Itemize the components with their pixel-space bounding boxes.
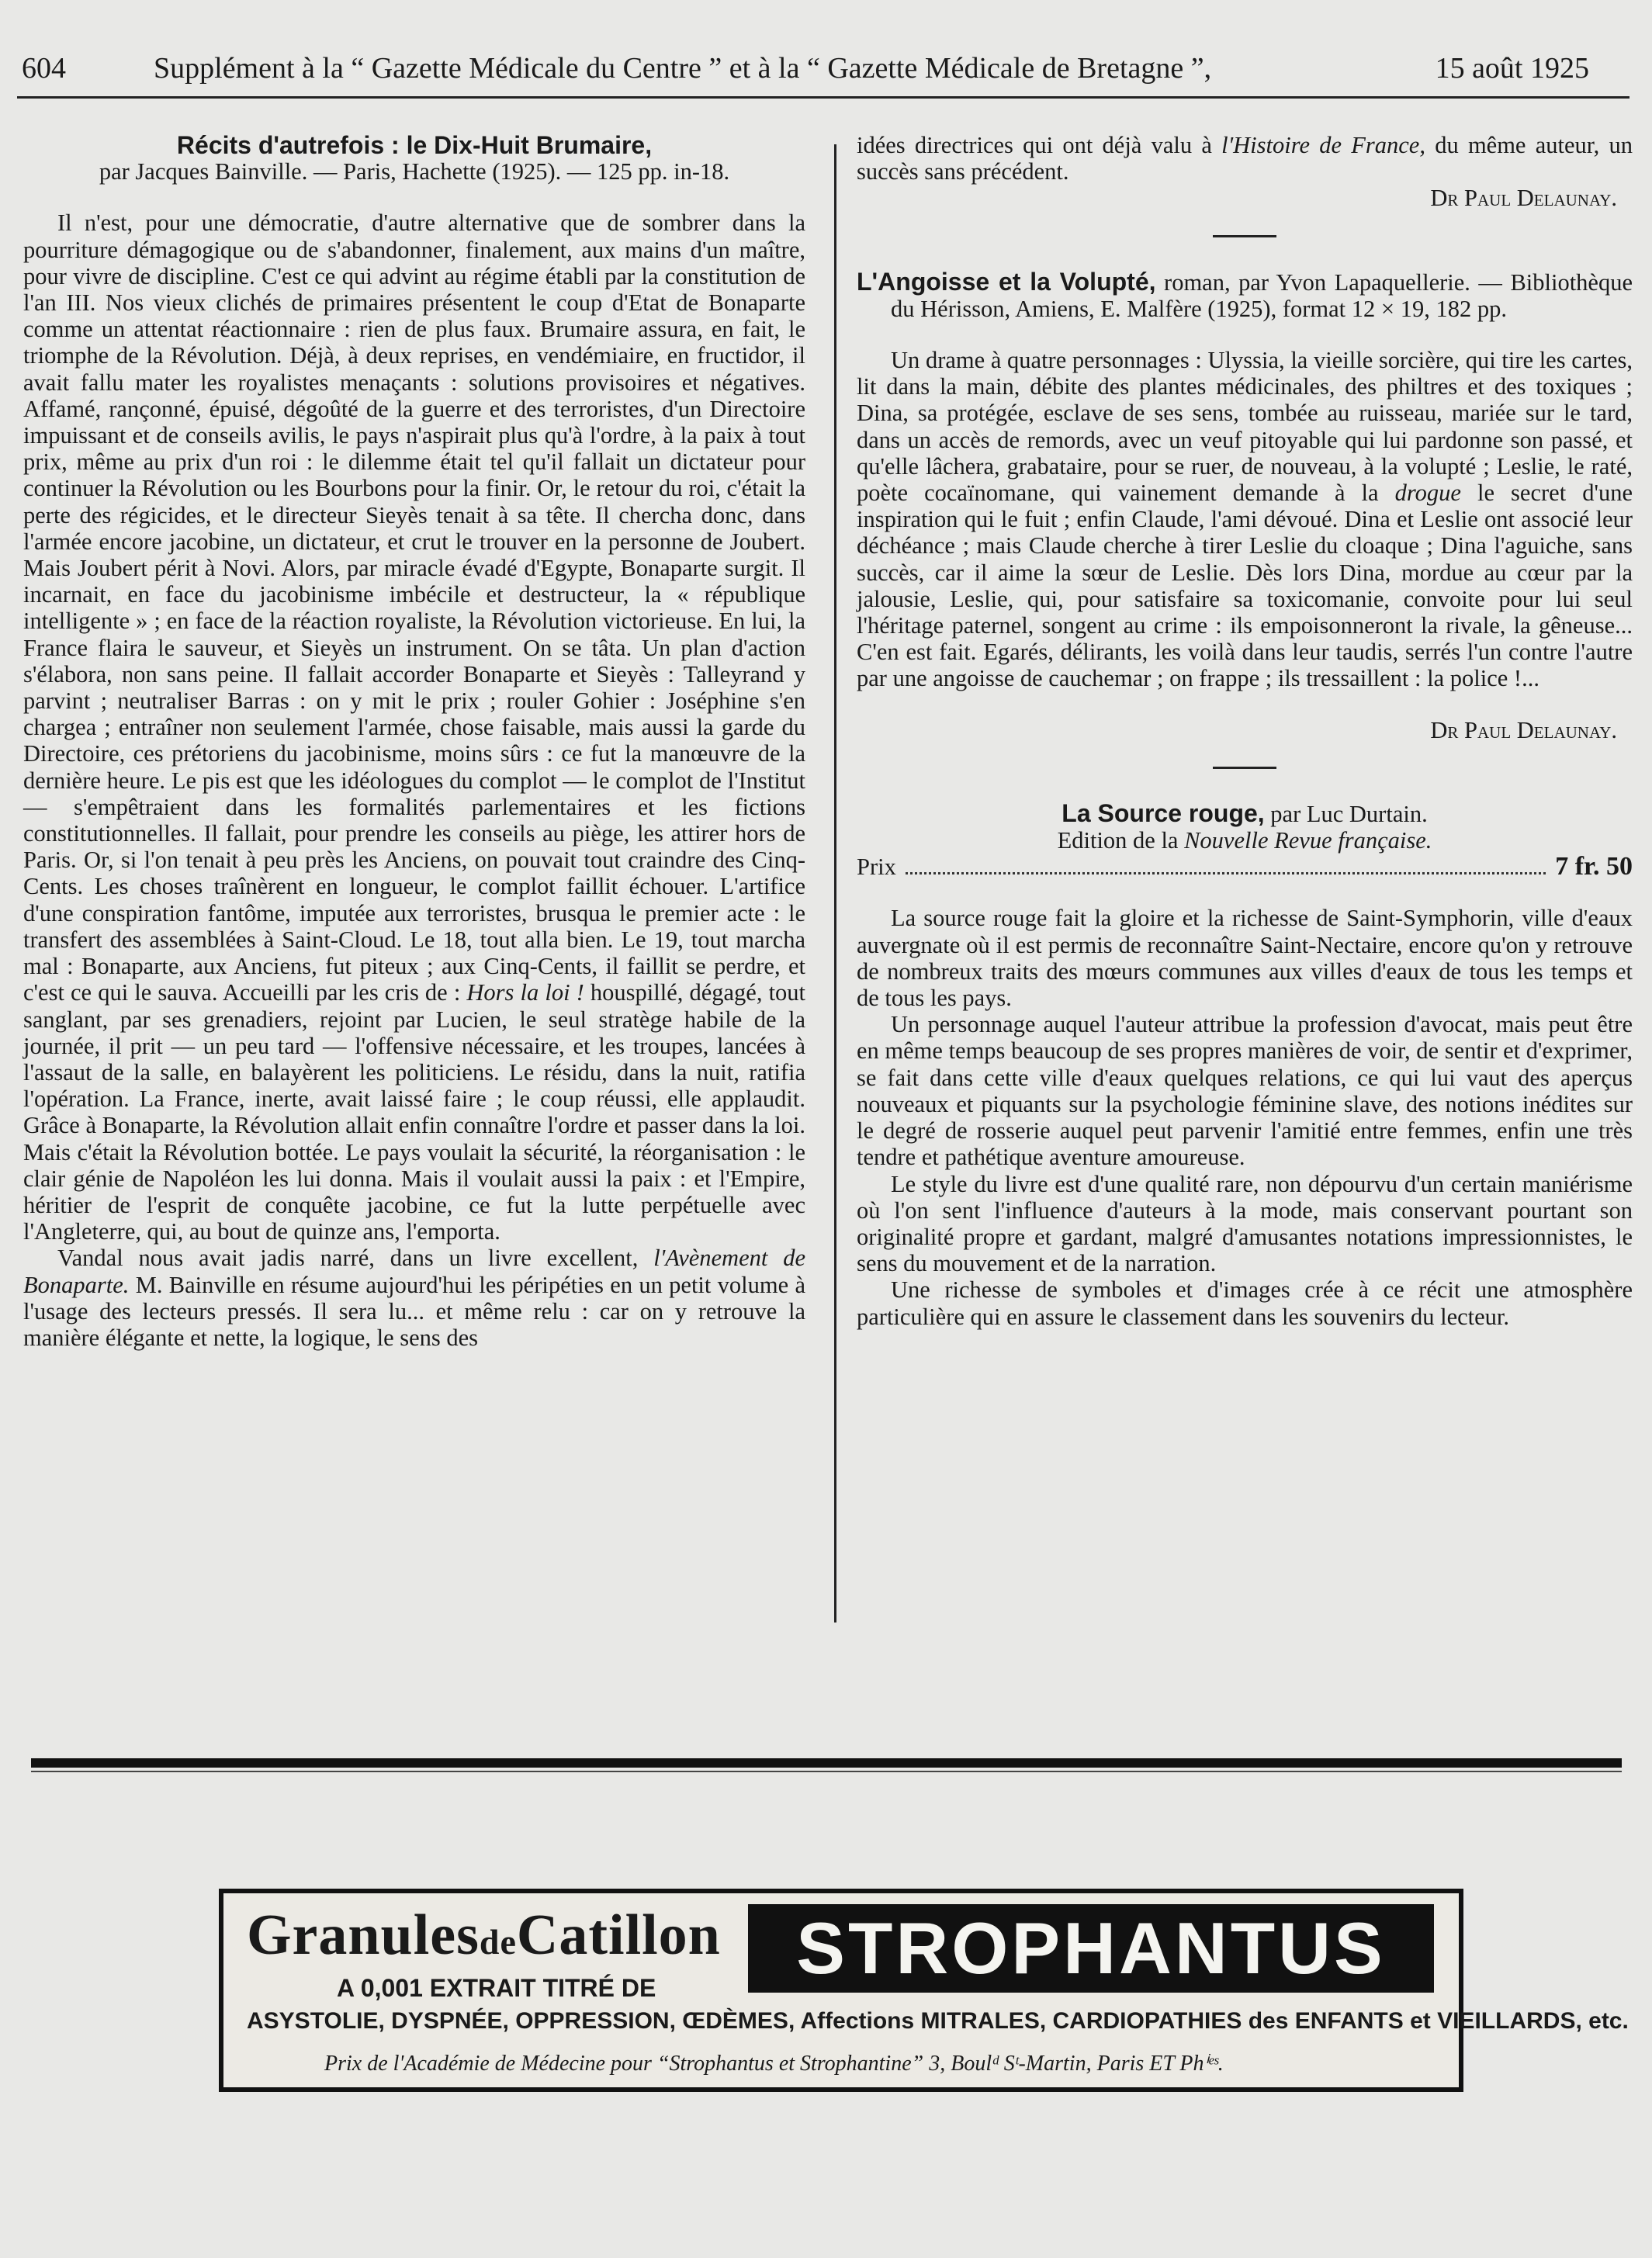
review-header-source-rouge: La Source rouge, par Luc Durtain. <box>1062 798 1428 827</box>
ad-extrait-line: A 0,001 EXTRAIT TITRÉ DE <box>337 1974 656 2002</box>
signature-delaunay-2: Dr Paul Delaunay. <box>1430 716 1617 743</box>
header-text: Supplément à la “ Gazette Médicale du Centre ” et à la “ Gazette Médicale de Bretagne ”, <box>154 52 1212 85</box>
ad-prix-address: Prix de l'Académie de Médecine pour “Strophantus et Strophantine” 3, Boulᵈ Sᵗ-Martin, Paris ET Phⁱᵉˢ. <box>324 2052 1224 2076</box>
review-header-angoisse: L'Angoisse et la Volupté, roman, par Yvon Lapaquellerie. — Bibliothèque du Hérisson, Amiens, E. Malfère (1925), format 12 × 19, 182 pp. <box>857 267 1633 322</box>
advertisement-thick-rule <box>31 1758 1622 1768</box>
header-date: 15 août 1925 <box>1435 52 1589 85</box>
right-column <box>857 132 1633 1330</box>
review-paragraph-source-rouge-1: La source rouge fait la gloire et la richesse de Saint-Symphorin, ville d'eaux auvergnate où il est permis de reconnaître Saint-Nectaire, encore qu'on y retrouve de nombreux traits des mœurs communes aux villes d'eaux de tous les temps et de tous les pays. <box>857 905 1633 1012</box>
header-rule <box>17 96 1629 99</box>
price-line <box>857 854 1633 880</box>
price-label: Prix <box>857 854 896 881</box>
section-separator-1 <box>1213 235 1276 237</box>
signature-delaunay-1: Dr Paul Delaunay. <box>1430 185 1617 212</box>
page-header <box>22 43 1620 93</box>
column-divider <box>834 144 836 1623</box>
review-title-brumaire: Récits d'autrefois : le Dix-Huit Brumaire, <box>176 131 653 159</box>
price-leader-dots <box>906 872 1546 874</box>
review-byline-brumaire: par Jacques Bainville. — Paris, Hachette (1925). — 125 pp. in-18. <box>99 158 730 185</box>
left-column <box>23 132 805 1351</box>
review-paragraph-source-rouge-2: Un personnage auquel l'auteur attribue la profession d'avocat, mais peut être en même temps beaucoup de ses propres manières de voir, de sentir et d'exprimer, se fait dans cette ville d'eaux quelques relations, ce qui lui vaut des aperçus nouveaux et piquants sur la psychologie féminine slave, des notions inédites sur le degré de rosserie auquel peut parvenir l'amitié entre femmes, enfin une très tendre et pathétique aventure amoureuse. <box>857 1011 1633 1171</box>
catillon-advertisement <box>219 1889 1629 2092</box>
ad-product-banner: STROPHANTUS <box>748 1904 1434 1993</box>
review-paragraph-brumaire-2: Vandal nous avait jadis narré, dans un livre excellent, l'Avènement de Bonaparte. M. Bainville en résume aujourd'hui les péripéties en un petit volume à l'usage des lecteurs pressés. Il sera lu... et même relu : car on y retrouve la manière élégante et nette, la logique, le sens des <box>23 1245 805 1351</box>
advertisement-thin-rule <box>31 1771 1622 1772</box>
review-paragraph-angoisse: Un drame à quatre personnages : Ulyssia, la vieille sorcière, qui tire les cartes, lit dans la main, débite des plantes médicinales, des philtres et des toxiques ; Dina, sa protégée, esclave de ses sens, tombée au ruisseau, mariée sur le tard, dans un accès de remords, avec un veuf pitoyable qui lui pardonne son passé, et qu'elle lâchera, grabataire, pour se ruer, de nouveau, à la volupté ; Leslie, le raté, poète cocaïnomane, qui vainement demande à la drogue le secret d'une inspiration qui le fuit ; enfin Claude, l'ami dévoué. Dina et Leslie ont associé leur déchéance ; mais Claude cherche à tirer Leslie du cloaque ; Dina l'aguiche, sans succès, car il aime la sœur de Leslie. Dès lors Dina, mordue au cœur par la jalousie, Leslie, qui, pour satisfaire sa toxicomanie, convoite pour lui seul l'héritage paternel, songent au crime : ils empoisonneront la rivale, la gêneuse... C'en est fait. Egarés, délirants, les voilà dans leur taudis, serrés l'un contre l'autre par une angoisse de cauchemar ; on frappe ; ils tressaillent : la police !... <box>857 347 1633 692</box>
page-number: 604 <box>22 52 66 85</box>
review-paragraph-source-rouge-4: Une richesse de symboles et d'images crée à ce récit une atmosphère particulière qui en assure le classement dans les souvenirs du lecteur. <box>857 1276 1633 1330</box>
review-continuation: idées directrices qui ont déjà valu à l'Histoire de France, du même auteur, un succès sans précédent. <box>857 132 1633 185</box>
ad-brand: GranulesdeCatillon <box>247 1903 721 1967</box>
ad-indications: ASYSTOLIE, DYSPNÉE, OPPRESSION, ŒDÈMES, Affections MITRALES, CARDIOPATHIES des ENFANTS et VIEILLARDS, etc. <box>247 2008 1629 2034</box>
price-value: 7 fr. 50 <box>1555 852 1633 881</box>
section-separator-2 <box>1213 767 1276 769</box>
review-paragraph-brumaire-1: Il n'est, pour une démocratie, d'autre alternative que de sombrer dans la pourriture démagogique ou de s'abandonner, finalement, aux mains d'un maître, pour vivre de discipline. C'est ce qui advint au régime établi par la constitution de l'an III. Nos vieux clichés de primaires présentent le coup d'Etat de Bonaparte comme un attentat réactionnaire : rien de plus faux. Brumaire assura, en fait, le triomphe de la Révolution. Déjà, à deux reprises, en vendémiaire, en fructidor, il avait fallu mater les royalistes menaçants : solutions provisoires et négatives. Affamé, rançonné, épuisé, dégoûté de la guerre et des terroristes, d'un Directoire impuissant et de conseils avilis, le pays n'aspirait plus qu'à l'ordre, à la paix à tout prix, même au prix d'un roi : le dilemme était tel qu'il fallait un dictateur pour continuer la Révolution ou les Bourbons pour la finir. Or, le retour du roi, c'était la perte des régicides, et le directeur Sieyès tenait à sa tête. Il chercha donc, dans l'armée encore jacobine, un dictateur, et crut le trouver en la personne de Joubert. Mais Joubert périt à Novi. Alors, par miracle évadé d'Egypte, Bonaparte surgit. Il incarnait, en face du jacobinisme imbécile et destructeur, la « république intelligente » ; en face de la réaction royaliste, la Révolution victorieuse. En lui, la France flaira le sauveur, et Sieyès un instrument. On se tâta. Un plan d'action s'élabora, non sans peine. Il fallait accorder Bonaparte et Sieyès : Talleyrand y parvint ; neutraliser Barras : on y mit le prix ; rouler Gohier : Joséphine s'en chargea ; entraîner non seulement l'armée, chose faisable, mais aussi la garde du Directoire, ces prétoriens du jacobinisme, moins sûrs : ce fut la manœuvre de la dernière heure. Le pis est que les idéologues du complot — le complot de l'Institut — s'empêtraient dans les formalités parlementaires et les fictions constitutionnelles. Il fallait, pour prendre les conseils au piège, les attirer hors de Paris. Or, si l'on tenait à peu près les Anciens, on pouvait tout craindre des Cinq-Cents. Les choses traînèrent en longueur, le complot faillit échouer. L'artifice d'une conspiration fantôme, imputée aux terroristes, brusqua le premier acte : le transfert des assemblées à Saint-Cloud. Le 18, tout alla bien. Le 19, tout marcha mal : Bonaparte, aux Anciens, fut piteux ; aux Cinq-Cents, il faillit se perdre, et c'est ce qui le sauva. Accueilli par les cris de : Hors la loi ! houspillé, dégagé, tout sanglant, par ses grenadiers, rejoint par Lucien, le seul stratège habile de la journée, il prit — un peu tard — l'offensive nécessaire, et les troupes, lancées à l'assaut de la salle, en balayèrent les politiciens. Le résidu, dans la nuit, ratifia l'opération. La France, inerte, avait laissé faire ; le coup réussi, elle applaudit. Grâce à Bonaparte, la Révolution allait enfin connaître l'ordre et passer dans la loi. Mais c'était la Révolution bottée. Le pays voulait la sécurité, la réorganisation : le clair génie de Napoléon les lui donna. Mais il voulait aussi la paix : et l'Empire, héritier de l'esprit de conquête jacobine, ce fut la lutte perpétuelle avec l'Angleterre, qui, au bout de quinze ans, l'emporta. <box>23 210 806 1245</box>
review-paragraph-source-rouge-3: Le style du livre est d'une qualité rare, non dépourvu d'un certain maniérisme où l'on sent l'influence d'auteurs à la mode, mais conservant pourtant son originalité propre et gardant, malgré d'amusantes notations impressionnistes, le sens du mouvement et de la narration. <box>857 1170 1633 1277</box>
review-edition-source-rouge: Edition de la Nouvelle Revue française. <box>1057 827 1432 854</box>
